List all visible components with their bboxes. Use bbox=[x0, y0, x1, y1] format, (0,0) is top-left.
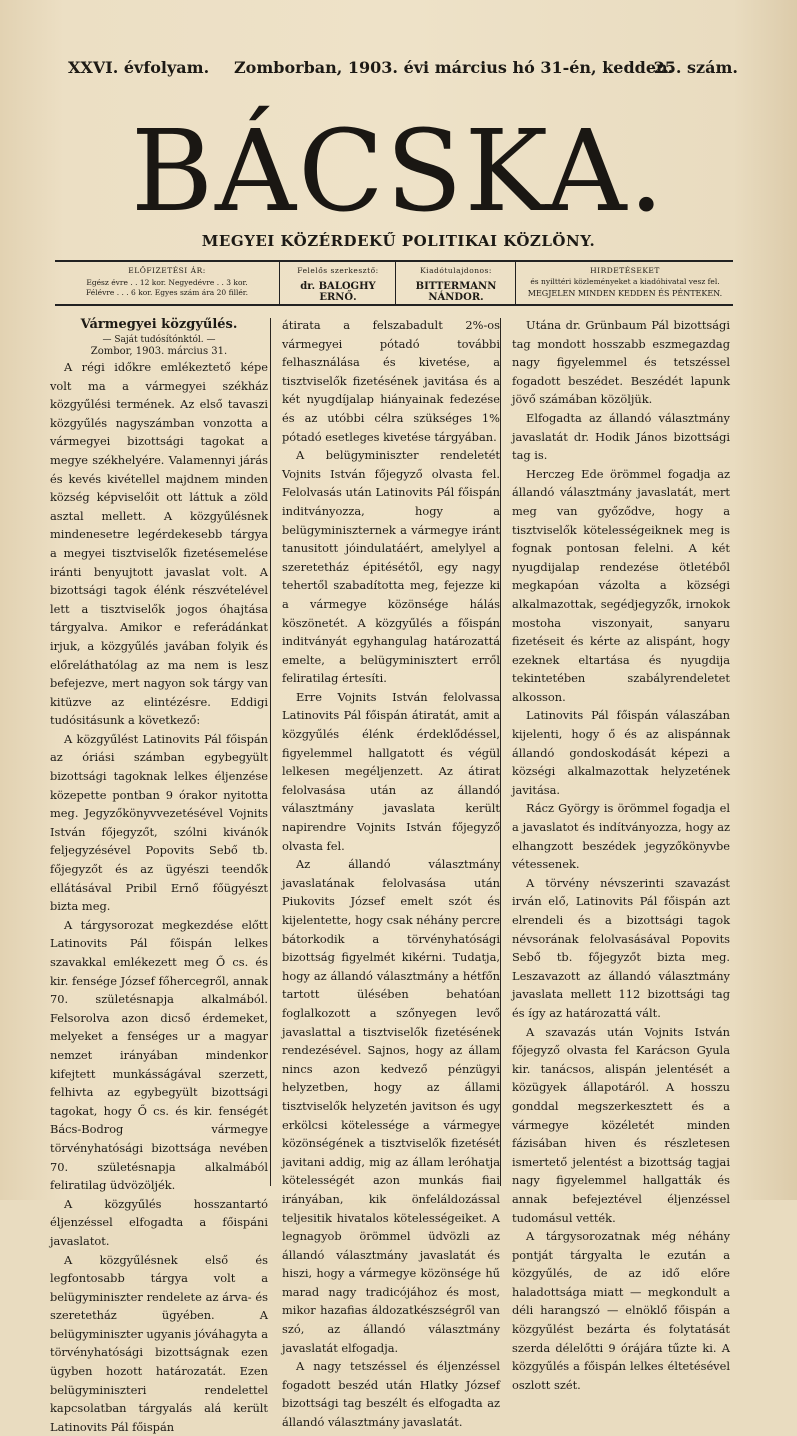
column-rule-2 bbox=[500, 318, 501, 1186]
paragraph: A belügyminiszter rendeletét Vojnits István főjegyző olvasta fel. Felolvasás után Latinovits Pál főispán inditványozza, hogy a belügyminiszternek a vármegye iránt tanusitott jóindulatáért, amelylyel a szeretetház épitésétől, egy nagy tehertől szabadította meg, fejezze ki a vármegye közönsége hálás köszönetét. A közgyűlés a főispán inditványát egyhangulag határozattá emelte, a belügyminisztert erről feliratilag értesíti. bbox=[282, 446, 500, 688]
editor-name: dr. BALOGHY ERNŐ. bbox=[280, 281, 396, 303]
paragraph: Elfogadta az állandó választmány javaslatát dr. Hodik János bizottsági tag is. bbox=[512, 409, 730, 465]
paragraph: Rácz György is örömmel fogadja el a javaslatot és indítványozza, hogy az elhangzott beszédek jegyzőkönyvbe vétessenek. bbox=[512, 799, 730, 873]
volume-label: XXVI. évfolyam. bbox=[68, 58, 209, 77]
masthead-subtitle: MEGYEI KÖZÉRDEKŰ POLITIKAI KÖZLÖNY. bbox=[0, 232, 797, 250]
paragraph: A közgyűlést Latinovits Pál főispán az óriási számban egybegyült bizottsági tagoknak lelkes éljenzése közepette pontban 9 órakor nyitotta meg. Jegyzőkönyvvezetésével Vojnits István főjegyzőt, szólni kivánók feljegyzésével Popovits Sebő tb. főjegyzőt és az ügyészi teendők ellátásával Pribil Ernő főügyészt bizta meg. bbox=[50, 730, 268, 916]
paragraph: átirata a felszabadult 2%-os vármegyei pótadó további felhasználása és kivetése, a tisztviselők fizetésének javitása és a két nyugdíjalap hiányainak fedezése és az utóbbi célra szükséges 1% pótadó esetleges kivetése tárgyában. bbox=[282, 316, 500, 446]
ads-line-2: MEGJELEN MINDEN KEDDEN ÉS PÉNTEKEN. bbox=[516, 289, 734, 299]
headline-row bbox=[68, 58, 738, 80]
paragraph: A közgyűlés hosszantartó éljenzéssel elfogadta a főispáni javaslatot. bbox=[50, 1195, 268, 1251]
paragraph: A tárgysorozatnak még néhány pontját tárgyalta le ezután a közgyűlés, de az idő előre haladottsága miatt — megkondult a déli harangszó — elnöklő főispán a közgyűlést bezárta és folytatását szerda délelőtti 9 órájára tűzte ki. A közgyűlés a főispán lelkes éltetésével oszlott szét. bbox=[512, 1227, 730, 1394]
article-byline: — Saját tudósítónktól. — bbox=[50, 334, 268, 346]
editor-box bbox=[279, 262, 396, 304]
subscription-title: ELŐFIZETÉSI ÁR: bbox=[55, 266, 279, 275]
editor-title: Felelős szerkesztő: bbox=[280, 266, 396, 275]
ads-line-1: és nyilttéri közleményeket a kiadóhivatal vesz fel. bbox=[516, 277, 734, 287]
paragraph: Herczeg Ede örömmel fogadja az állandó választmány javaslatát, mert meg van győződve, hogy a tisztviselők kötelességeiknek meg is fognak pontosan felelni. A két nyugdijalap rendezése ötletéből megkapóan vázolta a községi alkalmazottak, segédjegyzők, irnokok mostoha viszonyait, sanyaru fizetéseit és kérte az alispánt, hogy ezeknek eltartása és nyugdija tekintetében szabályrendeletet alkosson. bbox=[512, 465, 730, 707]
ads-box bbox=[515, 262, 734, 304]
paragraph: A nagy tetszéssel és éljenzéssel fogadott beszéd után Hlatky József bizottsági tag beszélt és elfogadta az állandó választmány javaslatát. bbox=[282, 1357, 500, 1431]
publisher-title: Kiadótulajdonos: bbox=[396, 266, 516, 275]
article-title: Vármegyei közgyűlés. bbox=[50, 316, 268, 334]
article-date: Zombor, 1903. március 31. bbox=[50, 346, 268, 358]
info-bar bbox=[55, 260, 733, 306]
paragraph: A szavazás után Vojnits István főjegyző olvasta fel Karácson Gyula kir. tanácsos, alispán jelentését a közügyek állapotáról. A hosszu gonddal megszerkesztett és a vármegye közéletét minden fázisában hiven és részletesen ismertető jelentést a bizottság tagjai nagy figyelemmel hallgatták és annak befejeztével éljenzéssel tudomásul vették. bbox=[512, 1023, 730, 1228]
dateline: Zomborban, 1903. évi március hó 31-én, kedden. bbox=[234, 58, 673, 77]
paragraph: A régi időkre emlékeztető képe volt ma a vármegyei székház közgyűlési termének. Az első tavaszi közgyűlés nagyszámban vonzotta a vármegyei bizottsági tagokat a megye székhelyére. Valamennyi járás és kevés kivétellel majdnem minden község képviselőit ott láttuk a zöld asztal mellett. A közgyűlésnek mindenesetre legérdekesebb tárgya a megyei tisztviselők fizetésemelése iránti benyujtott javaslat volt. A bizottsági tagok élénk részvételével lett a tisztviselők jogos óhajtása tárgyalva. Amikor e referádánkat irjuk, a közgyűlés javában folyik és előreláthatólag az ma nem is lesz befejezve, mert nagyon sok tárgy van kitüzve az elintézésre. Eddigi tudósitásunk a következő: bbox=[50, 358, 268, 730]
paragraph: Az állandó választmány javaslatának felolvasása után Piukovits József emelt szót és kijelentette, hogy csak néhány percre bátorkodik a törvényhatósági bizottság figyelmét kikérni. Tudatja, hogy az állandó választmány a hétfőn tartott ülésében behatóan foglalkozott a szőnyegen levő javaslattal a tisztviselők fizetésének rendezésével. Sajnos, hogy az állam nincs azon kedvező pénzügyi helyzetben, hogy az állami tisztviselők helyzetén javitson és ugy erkölcsi kötelessége a vármegye közönségének a tisztviselők fizetését javitani addig, mig az állam leróhatja kötelességét azon munkás fiai irányában, kik önfeláldozással teljesitik hivatalos kötelességeiket. A legnagyob örömmel üdvözli az állandó választmány javaslatát és hiszi, hogy a vármegye közönsége hű marad nagy tradicójához és most, mikor hazafias áldozatkészségről van szó, az állandó választmány javaslatát elfogadja. bbox=[282, 855, 500, 1357]
subscription-box bbox=[55, 262, 279, 304]
column-rule-1 bbox=[270, 318, 271, 1186]
masthead-title: BÁCSKA. bbox=[0, 120, 797, 224]
paragraph: A tárgysorozat megkezdése előtt Latinovits Pál főispán lelkes szavakkal emlékezett meg Ő cs. és kir. fensége József főhercegről, annak 70. születésnapja alkalmából. Felsorolva azon dicső érdemeket, melyeket a fenséges ur a magyar nemzet irányában mindenkor kifejtett munkásságával szerzett, felhivta az egybegyült bizottsági tagokat, hogy Ő cs. és kir. fenségét Bács-Bodrog vármegye törvényhatósági bizottsága nevében 70. születésnapja alkalmából feliratilag üdvözöljék. bbox=[50, 916, 268, 1195]
subscription-line-2: Félévre . . . 6 kor. Egyes szám ára 20 fillér. bbox=[55, 288, 279, 298]
paragraph: A közgyűlésnek első és legfontosabb tárgya volt a belügyminiszter rendelete az árva- és szeretetház ügyében. A belügyminiszter ugyanis jóváhagyta a törvényhatósági bizottságnak ezen ügyben hozott határozatát. Ezen belügyminiszteri rendelettel kapcsolatban tárgyalás alá került Latinovits Pál főispán bbox=[50, 1251, 268, 1436]
publisher-box bbox=[395, 262, 516, 304]
paragraph: A törvény névszerinti szavazást irván elő, Latinovits Pál főispán azt elrendeli és a bizottsági tagok névsorának felolvasásával Popovits Sebő tb. főjegyzőt bizta meg. Leszavazott az állandó választmány javaslata mellett 112 bizottsági tag és így az határozattá vált. bbox=[512, 874, 730, 1023]
paragraph: Erre Vojnits István felolvassa Latinovits Pál főispán átiratát, amit a közgyűlés élénk érdeklődéssel, figyelemmel hallgatott és végül lelkesen megéljenzett. Az átirat felolvasása után az állandó választmány javaslata került napirendre Vojnits István főjegyző olvasta fel. bbox=[282, 688, 500, 855]
paragraph: Utána dr. Grünbaum Pál bizottsági tag mondott hosszabb eszmegazdag nagy figyelemmel és tetszéssel fogadott beszédet. Beszédét lapunk jövő számában közöljük. bbox=[512, 316, 730, 409]
column-3 bbox=[512, 316, 730, 1186]
paragraph: Latinovits Pál főispán válaszában kijelenti, hogy ő és az alispánnak állandó gondoskodását képezi a községi alkalmazottak helyzetének javitása. bbox=[512, 706, 730, 799]
column-1 bbox=[50, 316, 268, 1186]
subscription-line-1: Egész évre . . 12 kor. Negyedévre . . 3 kor. bbox=[55, 278, 279, 288]
column-2 bbox=[282, 316, 500, 1186]
publisher-name: BITTERMANN NÁNDOR. bbox=[396, 281, 516, 303]
ads-title: HIRDETÉSEKET bbox=[516, 266, 734, 275]
issue-number: 25. szám. bbox=[654, 58, 738, 77]
